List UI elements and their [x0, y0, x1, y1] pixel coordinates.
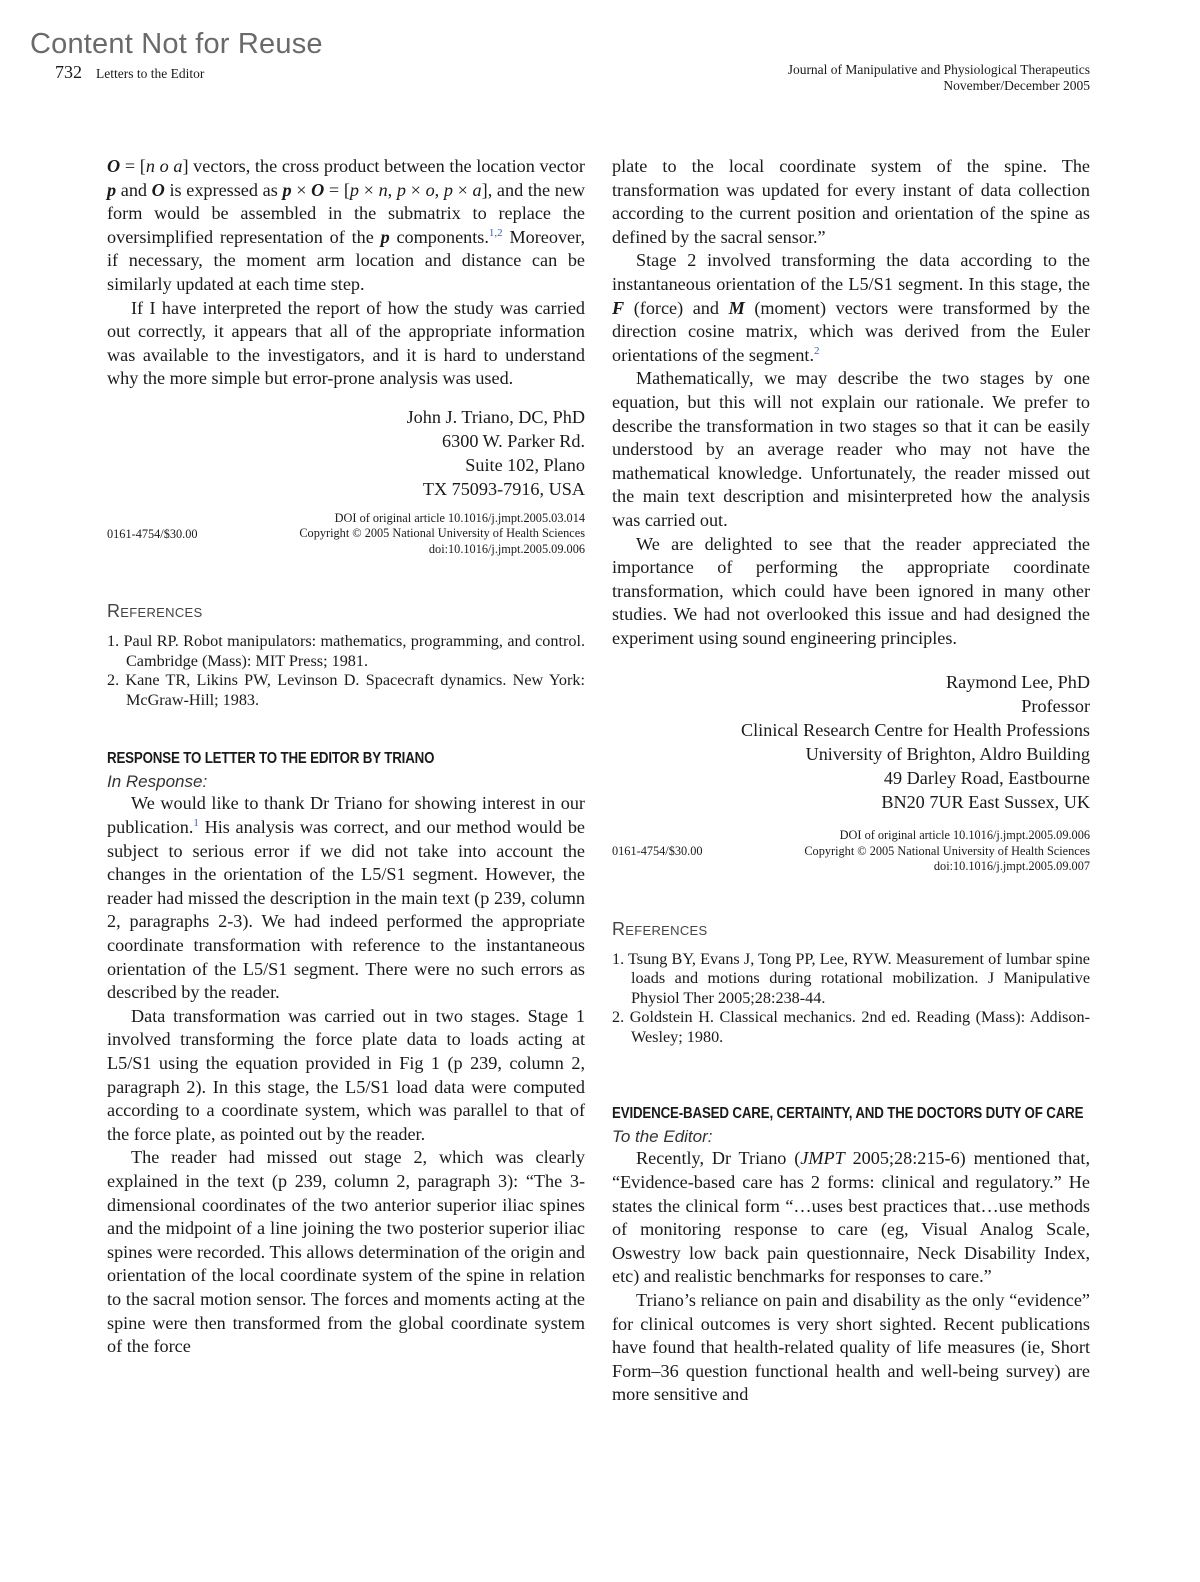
copyright: Copyright © 2005 National University of Health Sciences — [804, 843, 1090, 858]
paragraph: Data transformation was carried out in two stages. Stage 1 involved transforming the force plate data to loads acting at L5/S1 using the equation provided in Fig 1 (p 239, column 2, paragraph 2). In this stage, the L5/S1 load data were computed according to a coordinate system, which was parallel to that of the force plate, as pointed out by the reader. — [107, 1005, 585, 1144]
doi: doi:10.1016/j.jmpt.2005.09.006 — [428, 541, 585, 556]
references-title: References — [612, 918, 708, 939]
paragraph: We are delighted to see that the reader appreciated the importance of performing the appropriate coordinate transformation, which could have been ignored in many other studies. We had not overlooked this issue and had designed the experiment using sound engineering principles. — [612, 533, 1090, 648]
reference-item: 1. Tsung BY, Evans J, Tong PP, Lee, RYW. Measurement of lumbar spine loads and motions during rotational mobilization. J Manipulative Physiol Ther 2005;28:238-44. — [612, 949, 1090, 1007]
section-subhead: To the Editor: — [612, 1127, 713, 1147]
doi-original: DOI of original article 10.1016/j.jmpt.2005.09.006 — [839, 828, 1090, 843]
paragraph: If I have interpreted the report of how the study was carried out correctly, it appears that all of the appropriate information was available to the investigators, and it is hard to understand why the more simple but error-prone analysis was used. — [107, 297, 585, 389]
paragraph: plate to the local coordinate system of the spine. The transformation was updated for every instant of data collection according to the current position and orientation of the spine as defined by the sacral sensor.” — [612, 156, 1090, 247]
reference-item: 2. Goldstein H. Classical mechanics. 2nd ed. Reading (Mass): Addison-Wesley; 1980. — [612, 1008, 1090, 1046]
paragraph: O = [n o a] vectors, the cross product between the location vector p and O is expressed as p × O = [p × n, p × o, p × a], and the new form would be assembled in the submatrix to replace the oversimplified representation of the p components.$^{1,2}$ Moreover, if necessary, the moment arm location and distance can be similarly updated at each time step. — [107, 156, 585, 294]
references-list — [107, 632, 585, 710]
issue-date: November/December 2005 — [943, 78, 1090, 93]
doi-original: DOI of original article 10.1016/j.jmpt.2005.03.014 — [334, 510, 585, 525]
paragraph: Stage 2 involved transforming the data according to the instantaneous orientation of the L5/S1 segment. In this stage, the F (force) and M (moment) vectors were transformed by the direction cosine matrix, which was derived from the Euler orientations of the segment.$^2$ — [612, 250, 1091, 365]
issn: 0161-4754/$30.00 — [107, 526, 198, 541]
references-title: References — [107, 601, 203, 622]
page-number: 732 — [55, 62, 82, 82]
journal-name: Journal of Manipulative and Physiological Therapeutics — [787, 62, 1090, 77]
paragraph: Mathematically, we may describe the two stages by one equation, but this will not explain our rationale. We prefer to describe the transformation in two stages so that it can be easily understood by an average reader who may not have the mathematical knowledge. Unfortunately, the reader missed out the main text description and misinterpreted how the analysis was carried out. — [612, 368, 1090, 530]
reference-item: 2. Kane TR, Likins PW, Levinson D. Spacecraft dynamics. New York: McGraw-Hill; 1983. — [107, 671, 585, 709]
section-heading: EVIDENCE-BASED CARE, CERTAINTY, AND THE DOCTORS DUTY OF CARE — [612, 1105, 1084, 1123]
right-column — [612, 155, 1090, 1407]
doi-block — [107, 511, 585, 558]
paragraph: Triano’s reliance on pain and disability as the only “evidence” for clinical outcomes is very short sighted. Recent publications have found that health-related quality of life measures (ie, Short Form–36 question functional health and well-being survey) are more sensitive and — [612, 1290, 1090, 1405]
reference-item: 1. Paul RP. Robot manipulators: mathematics, programming, and control. Cambridge (Mass): MIT Press; 1981. — [107, 632, 585, 670]
citation-link[interactable]: 1 — [193, 816, 199, 829]
citation-link[interactable]: 1,2 — [488, 226, 503, 239]
section-heading: RESPONSE TO LETTER TO THE EDITOR BY TRIANO — [107, 750, 435, 768]
section-subhead: In Response: — [107, 772, 208, 792]
issn: 0161-4754/$30.00 — [612, 844, 703, 859]
section-title: Letters to the Editor — [96, 66, 205, 81]
author-signature: John J. Triano, DC, PhD 6300 W. Parker Rd. Suite 102, Plano TX 75093-7916, USA — [406, 406, 585, 499]
doi: doi:10.1016/j.jmpt.2005.09.007 — [933, 859, 1090, 874]
citation-link[interactable]: 2 — [814, 344, 820, 357]
running-header-right — [788, 62, 1090, 94]
paragraph: The reader had missed out stage 2, which was clearly explained in the text (p 239, column 2, paragraph 3): “The 3-dimensional coordinates of the two anterior superior iliac spines and the midpoint of a line joining the two posterior superior iliac spines were recorded. This allows determination of the origin and orientation of the local coordinate system of the spine in relation to the sacral motion sensor. The forces and moments acting at the spine were then transformed from the global coordinate system of the force — [107, 1147, 585, 1357]
running-header-left — [55, 62, 204, 83]
watermark: Content Not for Reuse — [30, 28, 323, 60]
copyright: Copyright © 2005 National University of Health Sciences — [299, 526, 585, 541]
doi-block — [612, 828, 1090, 875]
paragraph: We would like to thank Dr Triano for showing interest in our publication.$^1$ His analysis was correct, and our method would be subject to serious error if we did not take into account the changes in the orientation of the L5/S1 segment. However, the reader had missed the description in the main text (p 239, column 2, paragraphs 2-3). We had indeed performed the appropriate coordinate transformation with reference to the instantaneous orientation of the L5/S1 segment. There were no such errors as described by the reader. — [107, 793, 585, 1003]
author-signature: Raymond Lee, PhD Professor Clinical Research Centre for Health Professions University of Brighton, Aldro Building 49 Darley Road, Eastbourne BN20 7UR East Sussex, UK — [741, 672, 1090, 813]
paragraph: Recently, Dr Triano (JMPT 2005;28:215-6) mentioned that, “Evidence-based care has 2 forms: clinical and regulatory.” He states the clinical form “…uses best practices that…use methods of monitoring response to care (eg, Visual Analog Scale, Oswestry low back pain questionnaire, Neck Disability Index, etc) and realistic benchmarks for responses to care.” — [612, 1148, 1090, 1287]
left-column — [107, 155, 585, 1359]
references-list — [612, 950, 1090, 1048]
